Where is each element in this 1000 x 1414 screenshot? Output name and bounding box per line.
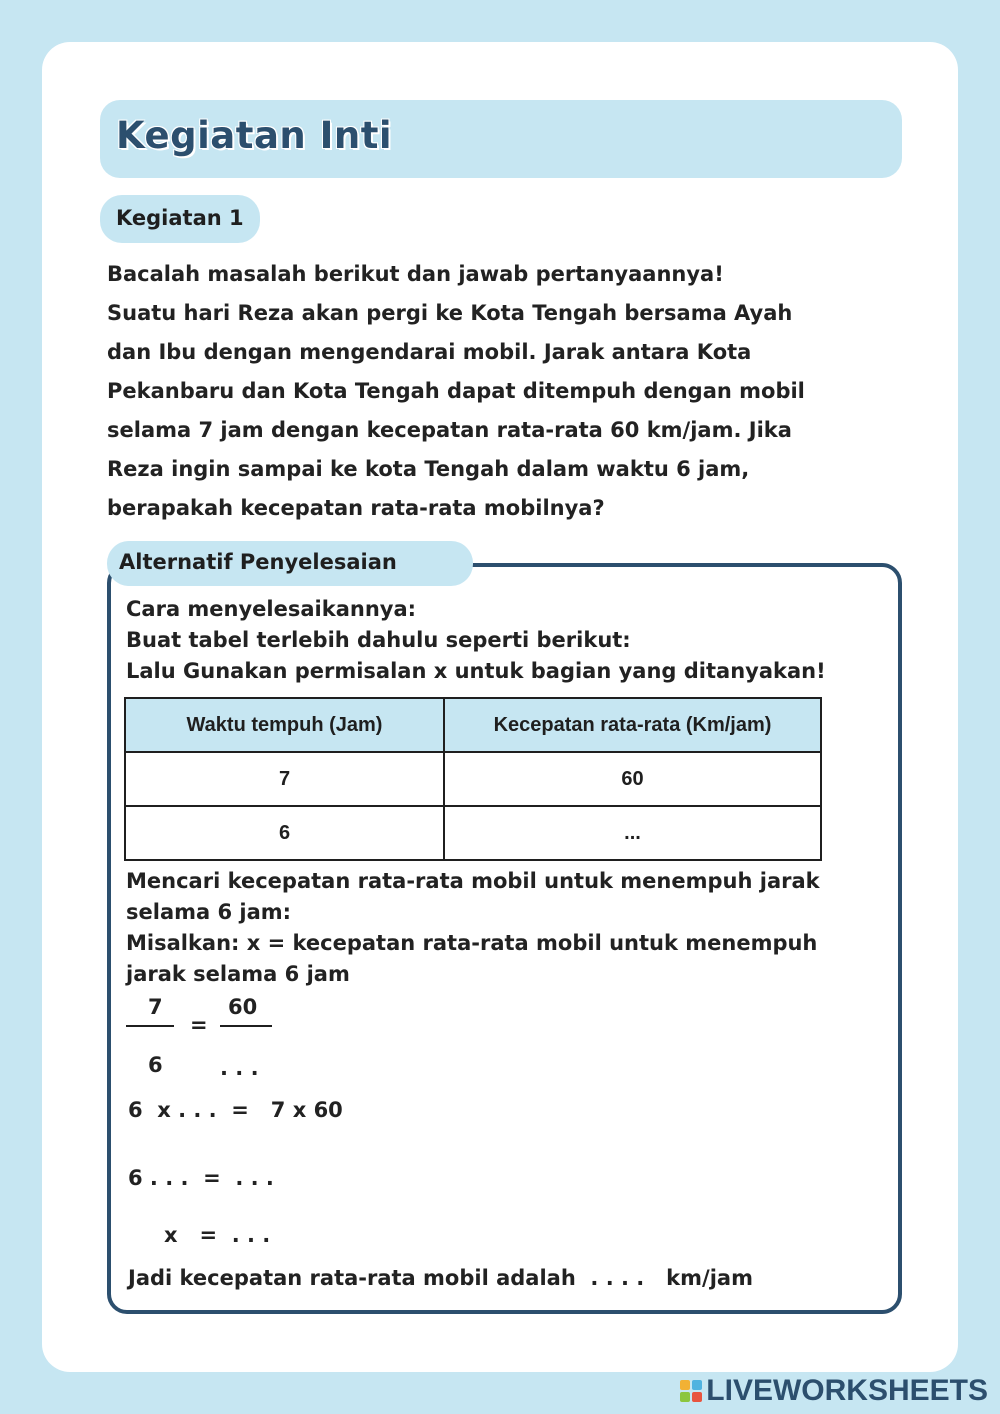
intro-line: Buat tabel terlebih dahulu seperti berikut:: [126, 628, 631, 652]
explain-line: Misalkan: x = kecepatan rata-rata mobil untuk menempuh: [126, 931, 818, 955]
table-row: [125, 806, 821, 860]
fraction-bar-left: [126, 1025, 174, 1027]
brand-mark-icon: [680, 1380, 702, 1402]
fraction-bar-right: [220, 1025, 272, 1027]
column-header-speed: Kecepatan rata-rata (Km/jam): [444, 698, 821, 752]
intro-line: Lalu Gunakan permisalan x untuk bagian yang ditanyakan!: [126, 659, 826, 683]
explain-line: Mencari kecepatan rata-rata mobil untuk menempuh jarak: [126, 869, 820, 893]
problem-text: [107, 255, 877, 528]
step-line-3[interactable]: x = . . .: [164, 1223, 271, 1247]
step-line-1[interactable]: 6 x . . . = 7 x 60: [128, 1098, 343, 1122]
table-header-row: [125, 698, 821, 752]
problem-line: Pekanbaru dan Kota Tengah dapat ditempuh dengan mobil: [107, 379, 805, 403]
explain-line: jarak selama 6 jam: [126, 962, 350, 986]
table-cell-time: 7: [125, 752, 444, 806]
problem-line: dan Ibu dengan mengendarai mobil. Jarak antara Kota: [107, 340, 752, 364]
problem-line: berapakah kecepatan rata-rata mobilnya?: [107, 496, 605, 520]
conclusion-text[interactable]: Jadi kecepatan rata-rata mobil adalah . . . . km/jam: [128, 1266, 753, 1290]
brand-name: LIVEWORKSHEETS: [706, 1374, 988, 1407]
intro-line: Cara menyelesaikannya:: [126, 597, 417, 621]
step-line-2[interactable]: 6 . . . = . . .: [128, 1166, 274, 1190]
fraction-right-denominator-blank[interactable]: . . .: [220, 1056, 259, 1080]
page-title: Kegiatan Inti: [116, 114, 393, 157]
table-cell-time: 6: [125, 806, 444, 860]
explain-line: selama 6 jam:: [126, 900, 292, 924]
fraction-left-numerator: 7: [148, 995, 163, 1019]
solution-label: Alternatif Penyelesaian: [107, 541, 473, 586]
problem-line: selama 7 jam dengan kecepatan rata-rata 60 km/jam. Jika: [107, 418, 792, 442]
fraction-right-numerator: 60: [228, 995, 258, 1019]
problem-line: Reza ingin sampai ke kota Tengah dalam waktu 6 jam,: [107, 457, 750, 481]
activity-label: Kegiatan 1: [100, 195, 260, 243]
column-header-time: Waktu tempuh (Jam): [125, 698, 444, 752]
data-table: [124, 697, 822, 861]
brand-logo: [680, 1373, 988, 1409]
table-row: [125, 752, 821, 806]
solution-explanation: [126, 866, 886, 990]
title-banner: [100, 100, 902, 178]
solution-intro: [126, 594, 886, 687]
fraction-left-denominator: 6: [148, 1053, 163, 1077]
problem-line: Bacalah masalah berikut dan jawab pertanyaannya!: [107, 262, 724, 286]
fraction-equals: =: [190, 1013, 208, 1037]
table-cell-speed-blank[interactable]: ...: [444, 806, 821, 860]
table-cell-speed: 60: [444, 752, 821, 806]
problem-line: Suatu hari Reza akan pergi ke Kota Tengah bersama Ayah: [107, 301, 793, 325]
